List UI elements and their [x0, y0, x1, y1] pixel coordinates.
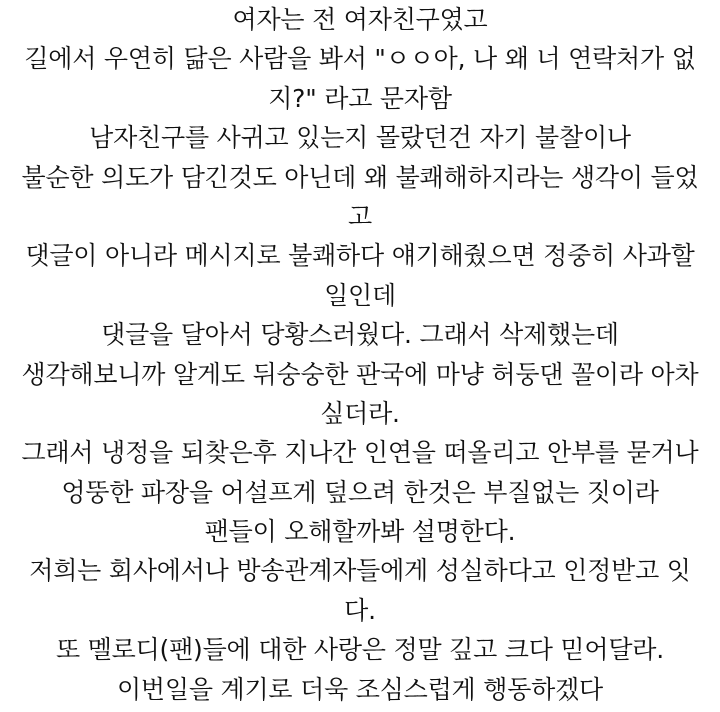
- text-line: 다.: [344, 595, 376, 625]
- text-line: 길에서 우연히 닮은 사람을 봐서 "ㅇㅇ아, 나 왜 너 연락처가 없: [24, 44, 696, 74]
- text-line: 저희는 회사에서나 방송관계자들에게 성실하다고 인정받고 잇: [29, 556, 691, 586]
- text-line: 지?" 라고 문자함: [268, 83, 452, 113]
- text-line: 그래서 냉정을 되찾은후 지나간 인연을 떠올리고 안부를 묻거나: [21, 438, 699, 468]
- text-line: 댓글을 달아서 당황스러웠다. 그래서 삭제했는데: [101, 320, 619, 350]
- text-line: 이번일을 계기로 더욱 조심스럽게 행동하겠다: [116, 674, 604, 704]
- text-line: 댓글이 아니라 메시지로 불쾌하다 얘기해줬으면 정중히 사과할: [25, 241, 695, 271]
- text-line: 남자친구를 사귀고 있는지 몰랐던건 자기 불찰이나: [89, 123, 631, 153]
- text-line: 또 멜로디(팬)들에 대한 사랑은 정말 깊고 크다 믿어달라.: [56, 635, 664, 665]
- text-line: 여자는 전 여자친구였고: [232, 5, 488, 34]
- text-line: 생각해보니까 알게도 뒤숭숭한 판국에 마냥 허둥댄 꼴이라 아차: [21, 359, 699, 389]
- text-line: 팬들이 오해할까봐 설명한다.: [204, 517, 516, 547]
- text-line: 일인데: [324, 280, 396, 310]
- text-line: 싶더라.: [320, 398, 400, 428]
- text-line: 고: [348, 201, 372, 231]
- text-line: 엉뚱한 파장을 어설프게 덮으려 한것은 부질없는 짓이라: [61, 477, 659, 507]
- text-line: 불순한 의도가 담긴것도 아닌데 왜 불쾌해하지라는 생각이 들었: [21, 162, 699, 192]
